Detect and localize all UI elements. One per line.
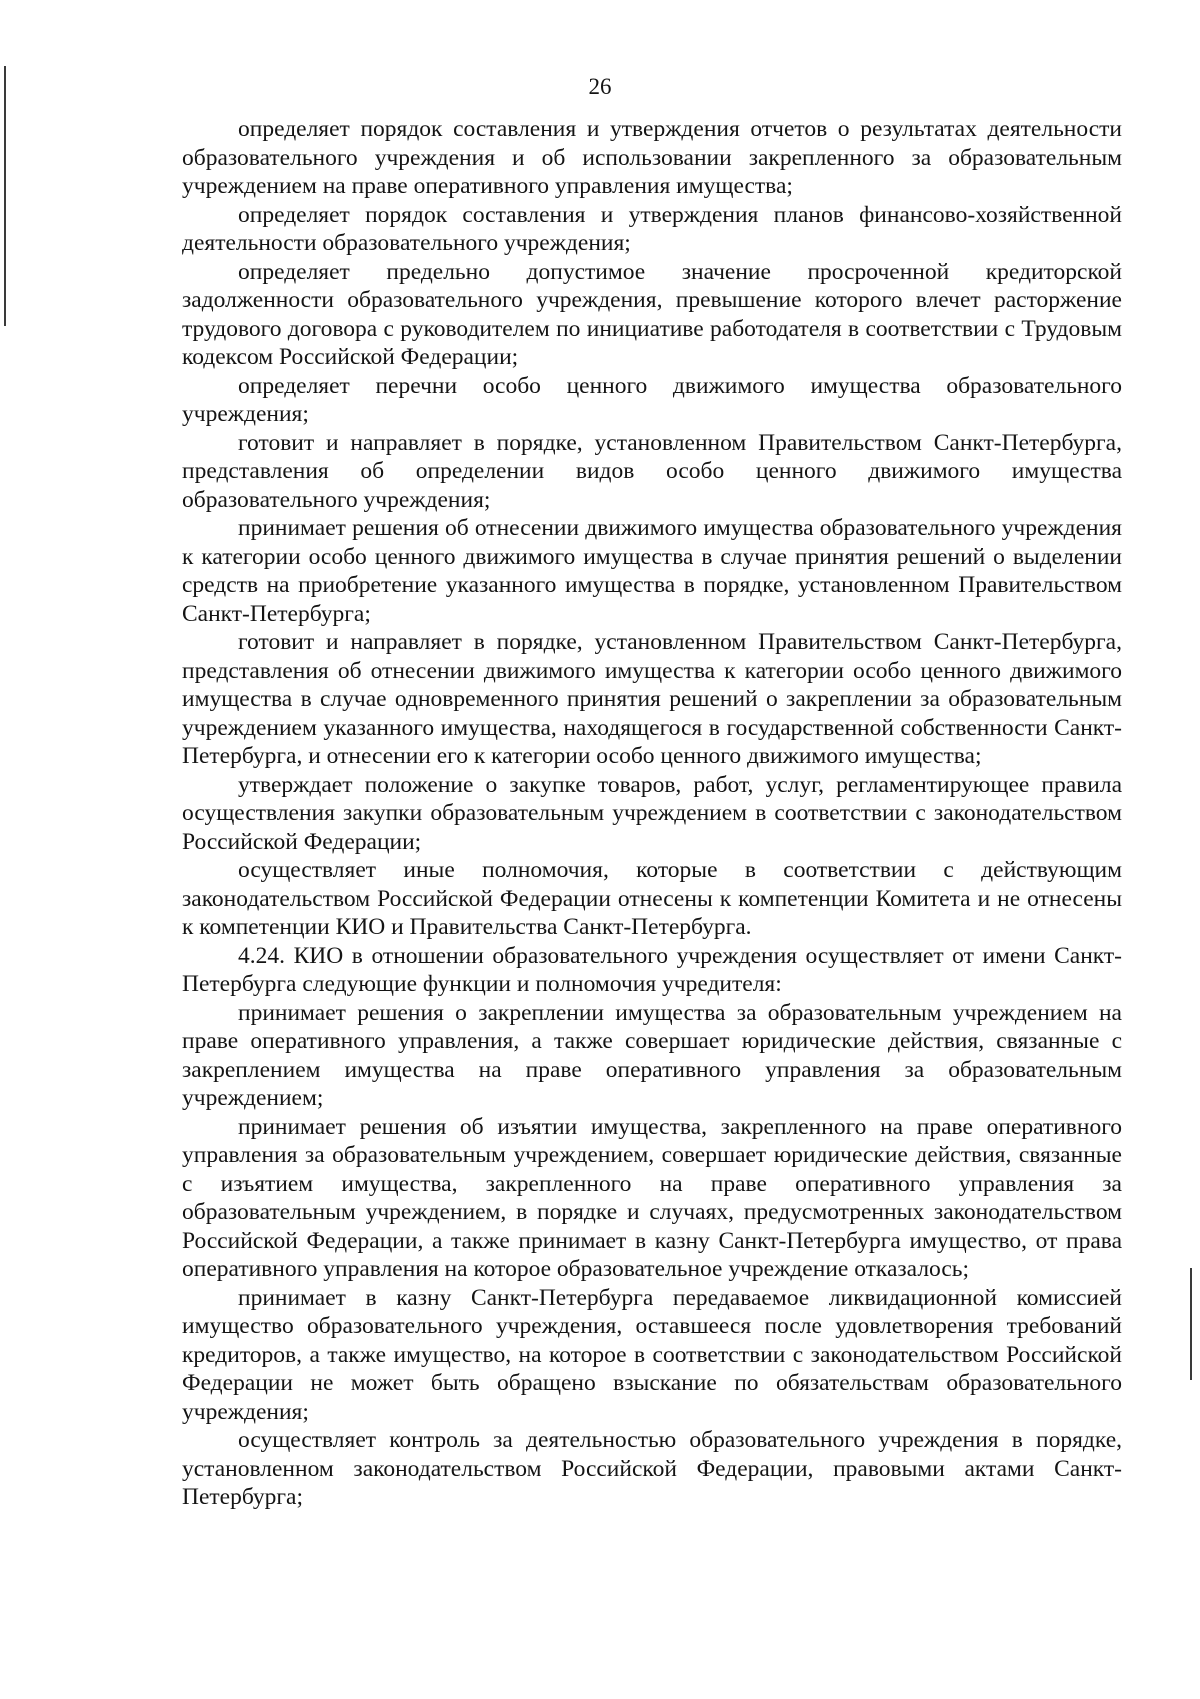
paragraph: готовит и направляет в порядке, установленном Правительством Санкт-Петербурга, представления об определении видов особо ценного движимого имущества образовательного учреждения; xyxy=(182,429,1122,513)
paragraph: определяет порядок составления и утверждения планов финансово-хозяйственной деятельности образовательного учреждения; xyxy=(182,201,1122,256)
paragraph: определяет предельно допустимое значение просроченной кредиторской задолженности образовательного учреждения, превышение которого влечет расторжение трудового договора с руководителем по инициативе работодателя в соответствии с Трудовым кодексом Российской Федерации; xyxy=(182,258,1122,370)
paragraph: принимает решения об изъятии имущества, закрепленного на праве оперативного управления за образовательным учреждением, совершает юридические действия, связанные с изъятием имущества, закрепленного на праве оперативного управления за образовательным учреждением, в порядке и случаях, предусмотренных законодательством Российской Федерации, а также принимает в казну Санкт-Петербурга имущество, от права оперативного управления на которое образовательное учреждение отказалось; xyxy=(182,1113,1122,1282)
document-body xyxy=(182,115,1122,1512)
paragraph: принимает решения об отнесении движимого имущества образовательного учреждения к категории особо ценного движимого имущества в случае принятия решений о выделении средств на приобретение указанного имущества в порядке, установленном Правительством Санкт-Петербурга; xyxy=(182,515,1122,627)
paragraph: готовит и направляет в порядке, установленном Правительством Санкт-Петербурга, представления об отнесении движимого имущества к категории особо ценного движимого имущества в случае одновременного принятия решений о закреплении за образовательным учреждением указанного имущества, находящегося в государственной собственности Санкт-Петербурга, и отнесении его к категории особо ценного движимого имущества; xyxy=(182,629,1122,769)
paragraph: осуществляет иные полномочия, которые в соответствии с действующим законодательством Российской Федерации отнесены к компетенции Комитета и не отнесены к компетенции КИО и Правительства Санкт-Петербурга. xyxy=(182,857,1122,940)
scan-edge-mark-right xyxy=(1190,1268,1192,1380)
paragraph: принимает в казну Санкт-Петербурга передаваемое ликвидационной комиссией имущество образовательного учреждения, оставшееся после удовлетворения требований кредиторов, а также имущество, на которое в соответствии с законодательством Российской Федерации не может быть обращено взыскание по обязательствам образовательного учреждения; xyxy=(182,1284,1122,1425)
paragraph: определяет перечни особо ценного движимого имущества образовательного учреждения; xyxy=(182,372,1122,427)
paragraph: осуществляет контроль за деятельностью образовательного учреждения в порядке, установленном законодательством Российской Федерации, правовыми актами Санкт-Петербурга; xyxy=(182,1427,1122,1510)
paragraph: принимает решения о закреплении имущества за образовательным учреждением на праве оперативного управления, а также совершает юридические действия, связанные с закреплением имущества на праве оперативного управления за образовательным учреждением; xyxy=(182,999,1122,1111)
page-number: 26 xyxy=(588,74,612,99)
paragraph: определяет порядок составления и утверждения отчетов о результатах деятельности образовательного учреждения и об использовании закрепленного за образовательным учреждением на праве оперативного управления имущества; xyxy=(182,116,1122,199)
section-4-24-paragraph: 4.24. КИО в отношении образовательного учреждения осуществляет от имени Санкт-Петербурга следующие функции и полномочия учредителя: xyxy=(182,942,1122,997)
scan-edge-mark-left xyxy=(4,66,6,326)
paragraph: утверждает положение о закупке товаров, работ, услуг, регламентирующее правила осуществления закупки образовательным учреждением в соответствии с законодательством Российской Федерации; xyxy=(182,771,1122,855)
